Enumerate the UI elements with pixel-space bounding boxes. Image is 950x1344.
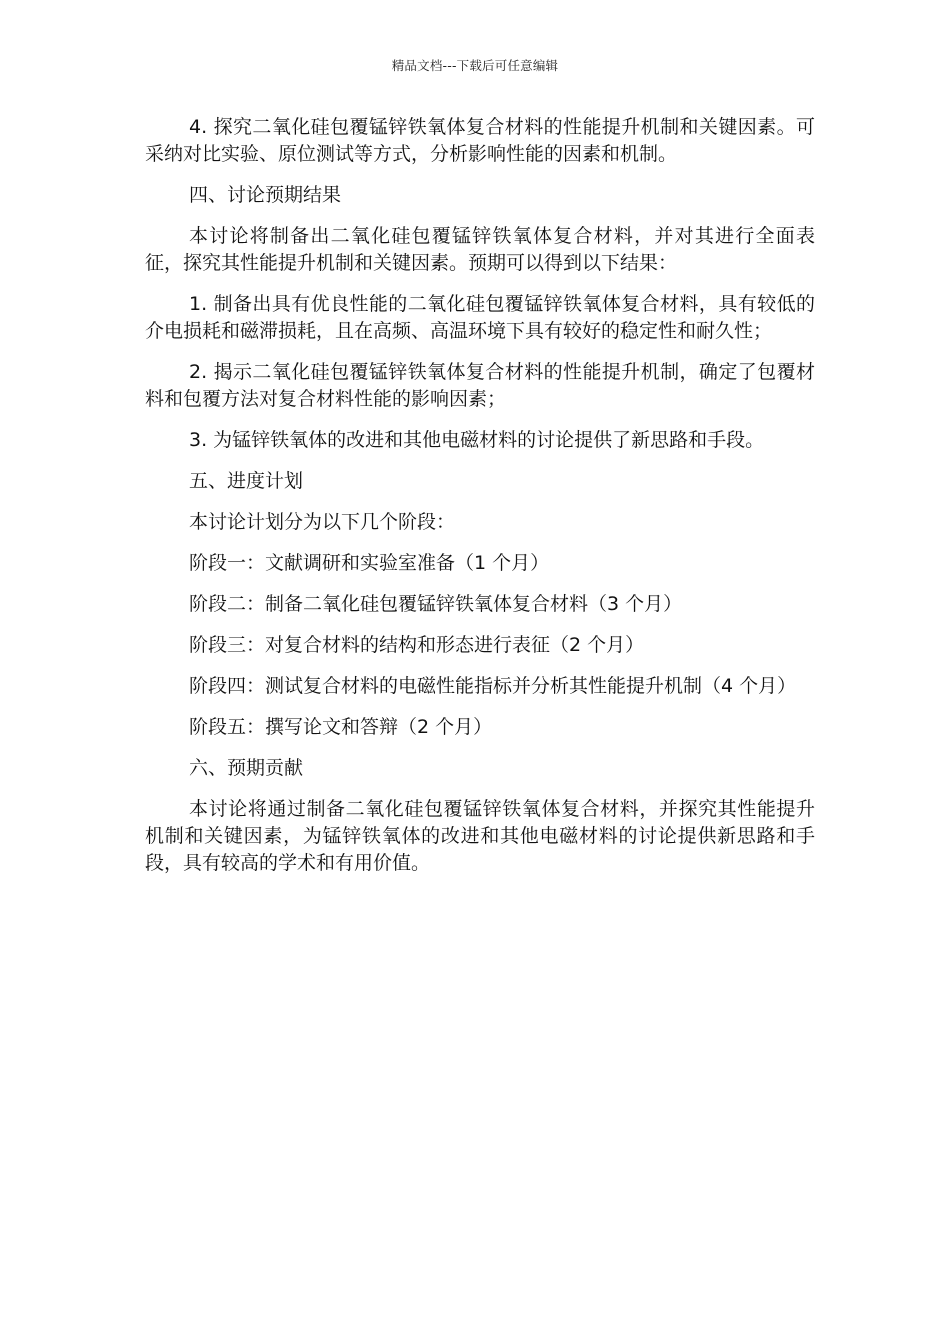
- schedule-stage-5: 阶段五：撰写论文和答辩（2 个月）: [189, 716, 493, 738]
- page-header: 精品文档---下载后可任意编辑: [391, 58, 559, 73]
- schedule-stage-1: 阶段一：文献调研和实验室准备（1 个月）: [189, 552, 550, 574]
- section-heading-schedule: 五、进度计划: [189, 470, 304, 492]
- paragraph-schedule-intro: 本讨论计划分为以下几个阶段：: [189, 511, 456, 533]
- paragraph-objective-4: 4. 探究二氧化硅包覆锰锌铁氧体复合材料的性能提升机制和关键因素。可采纳对比实验、原位测试等方式，分析影响性能的因素和机制。: [145, 116, 815, 165]
- paragraph-result-1: 1. 制备出具有优良性能的二氧化硅包覆锰锌铁氧体复合材料，具有较低的介电损耗和磁滞损耗，且在高频、高温环境下具有较好的稳定性和耐久性；: [145, 293, 815, 342]
- section-heading-expected-results: 四、讨论预期结果: [189, 184, 342, 206]
- paragraph-result-2: 2. 揭示二氧化硅包覆锰锌铁氧体复合材料的性能提升机制，确定了包覆材料和包覆方法对复合材料性能的影响因素；: [145, 361, 815, 410]
- document-body: [145, 114, 815, 891]
- schedule-stage-3: 阶段三：对复合材料的结构和形态进行表征（2 个月）: [189, 634, 645, 656]
- paragraph-contribution: 本讨论将通过制备二氧化硅包覆锰锌铁氧体复合材料，并探究其性能提升机制和关键因素，为锰锌铁氧体的改进和其他电磁材料的讨论提供新思路和手段，具有较高的学术和有用价值。: [145, 798, 815, 874]
- paragraph-expected-intro: 本讨论将制备出二氧化硅包覆锰锌铁氧体复合材料，并对其进行全面表征，探究其性能提升机制和关键因素。预期可以得到以下结果：: [145, 225, 815, 274]
- schedule-stage-2: 阶段二：制备二氧化硅包覆锰锌铁氧体复合材料（3 个月）: [189, 593, 683, 615]
- section-heading-contribution: 六、预期贡献: [189, 757, 304, 779]
- paragraph-result-3: 3. 为锰锌铁氧体的改进和其他电磁材料的讨论提供了新思路和手段。: [189, 429, 765, 451]
- schedule-stage-4: 阶段四：测试复合材料的电磁性能指标并分析其性能提升机制（4 个月）: [189, 675, 797, 697]
